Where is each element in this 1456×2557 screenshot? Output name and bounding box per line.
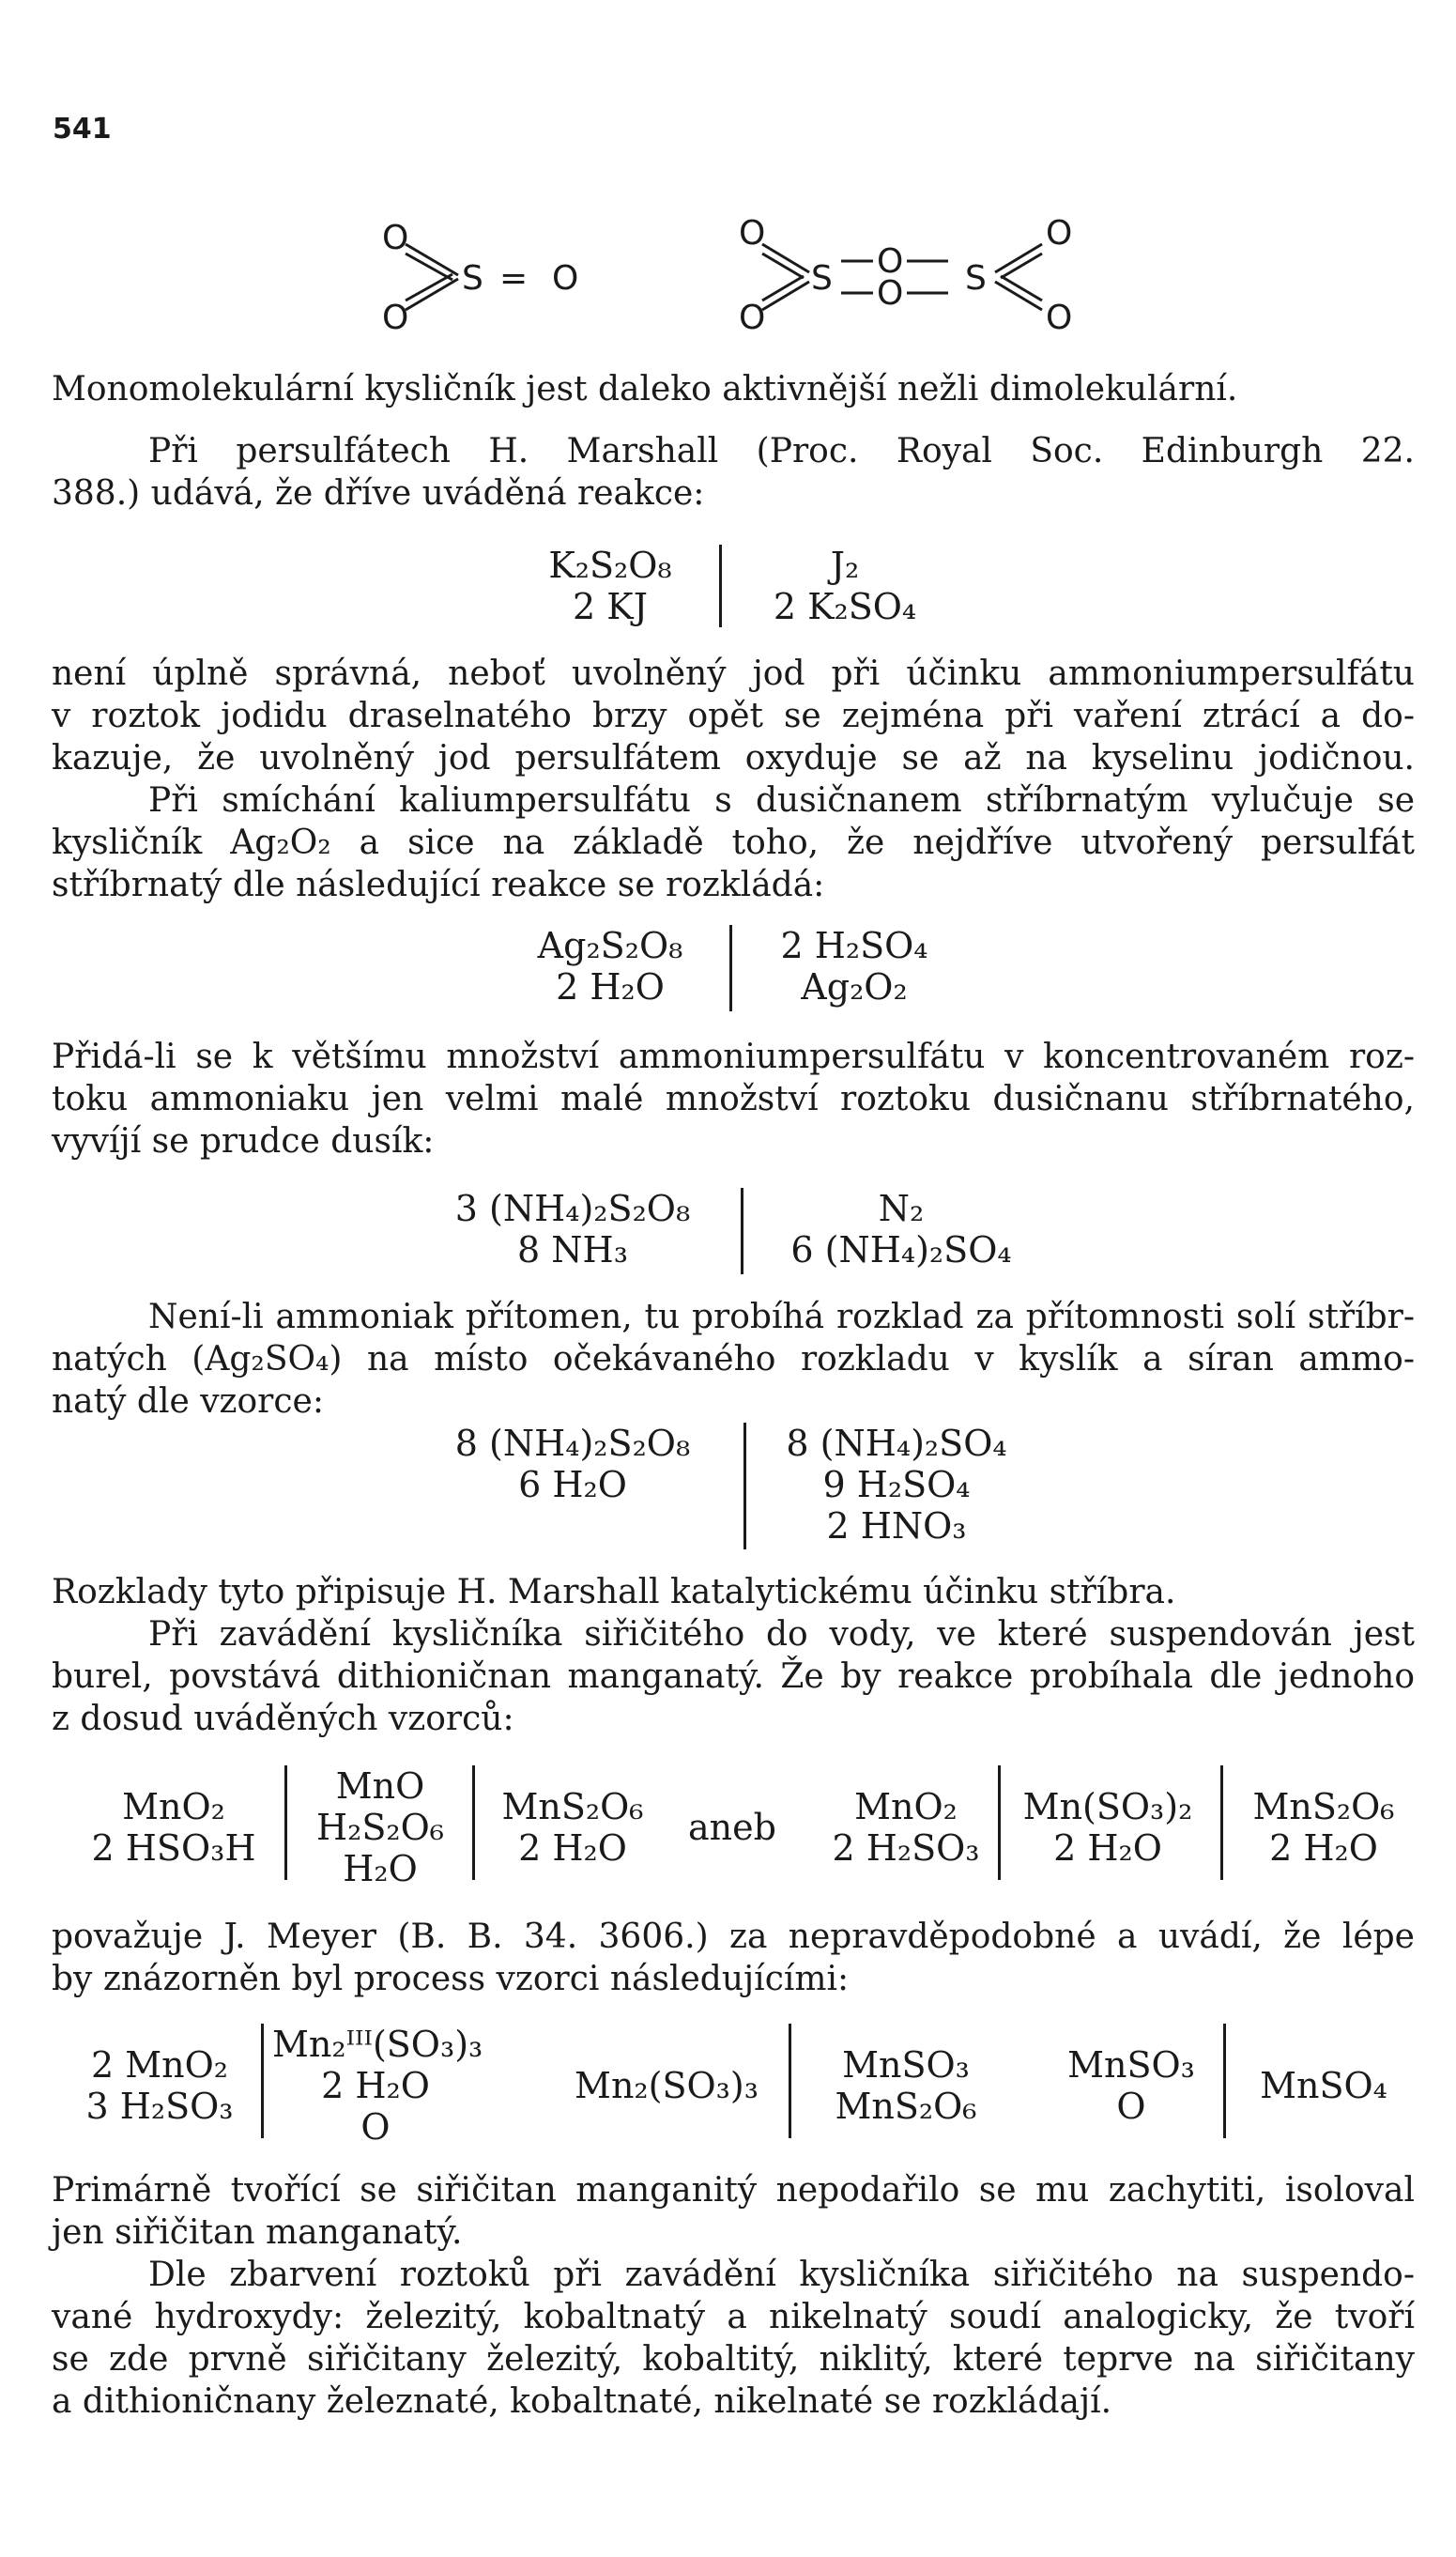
- formula: K₂S₂O₈: [548, 545, 672, 586]
- formula: MnO₂: [854, 1786, 958, 1827]
- reaction-6-col-f: [1234, 2065, 1413, 2106]
- mono-eq: =: [499, 259, 529, 298]
- formula: 6 (NH₄)₂SO₄: [790, 1229, 1012, 1271]
- formula: 2 H₂O: [1053, 1827, 1162, 1869]
- reaction-4-right: [770, 1423, 1023, 1547]
- formula: MnS₂O₆: [501, 1786, 644, 1827]
- paragraph-2: [52, 430, 1415, 515]
- reaction-6-col-c: [554, 2065, 779, 2106]
- formula: 2 H₂O: [321, 2065, 430, 2106]
- formula: MnSO₄: [1260, 2065, 1387, 2106]
- formula: 2 H₂O: [556, 966, 665, 1008]
- text-line: jen siřičitan manganatý.: [52, 2213, 463, 2252]
- reaction-divider: [261, 2024, 264, 2138]
- paragraph-3: [52, 653, 1415, 779]
- dimer-s-right: S: [965, 259, 987, 298]
- reaction-6-col-d: [803, 2044, 1009, 2127]
- reaction-divider: [741, 1188, 743, 1274]
- reaction-1: [0, 545, 1456, 639]
- reaction-divider: [789, 2024, 791, 2138]
- dimer-o-bottom-right: O: [1046, 299, 1073, 337]
- reaction-5-col-b: [296, 1765, 465, 1889]
- formula: H₂S₂O₆: [315, 1807, 445, 1848]
- formula: MnSO₃: [842, 2044, 970, 2086]
- formula: 2 H₂SO₃: [832, 1827, 980, 1869]
- formula: MnO: [335, 1765, 425, 1807]
- reaction-divider: [719, 545, 722, 627]
- reaction-6-col-e: [1042, 2044, 1220, 2127]
- text-line: Přidá-li se k většímu množství ammoniumpersulfátu v koncentrovaném roz-: [52, 1038, 1415, 1076]
- reaction-6-col-a: [75, 2044, 244, 2127]
- text-line: natých (Ag₂SO₄) na místo očekávaného rozkladu v kyslík a síran ammo-: [52, 1340, 1415, 1379]
- reaction-2: [0, 925, 1456, 1019]
- reaction-2-right: [751, 925, 958, 1008]
- formula: 3 H₂SO₃: [85, 2086, 234, 2127]
- text-line: natý dle vzorce:: [52, 1382, 324, 1421]
- text-line: z dosud uváděných vzorců:: [52, 1700, 514, 1738]
- reaction-5-col-a: [75, 1786, 272, 1869]
- text-line: není úplně správná, neboť uvolněný jod při účinku ammoniumpersulfátu: [52, 655, 1415, 693]
- reaction-divider: [998, 1765, 1001, 1880]
- formula: Mn₂(SO₃)₃: [575, 2065, 759, 2106]
- formula: 2 H₂SO₄: [780, 925, 928, 966]
- reaction-3-right: [770, 1188, 1033, 1271]
- text-line: Při persulfátech H. Marshall (Proc. Royal Soc. Edinburgh 22.: [148, 432, 1415, 470]
- formula: 2 HNO₃: [826, 1505, 967, 1547]
- text-line: toku ammoniaku jen velmi malé množství roztoku dusičnanu stříbrnatého,: [52, 1080, 1415, 1118]
- text-line: v roztok jodidu draselnatého brzy opět se zejména při vaření ztrácí a do-: [52, 697, 1415, 735]
- dimer-bridge-o-top: O: [877, 242, 904, 281]
- formula: MnSO₃: [1067, 2044, 1195, 2086]
- dimer-bridge-o-bottom: O: [877, 274, 904, 313]
- text-line: by znázorněn byl process vzorci následujícími:: [52, 1960, 850, 1998]
- text-line: kazuje, že uvolněný jod persulfátem oxyduje se až na kyselinu jodičnou.: [52, 739, 1415, 778]
- formula: 2 H₂O: [518, 1827, 627, 1869]
- reaction-1-left: [526, 545, 695, 627]
- text-line: se zde prvně siřičitany železitý, kobaltitý, niklitý, které teprve na siřičitany: [52, 2340, 1415, 2379]
- formula: J₂: [830, 545, 860, 586]
- text-line: vané hydroxydy: železitý, kobaltnatý a nikelnatý soudí analogicky, že tvoří: [52, 2298, 1415, 2336]
- text-line: Rozklady tyto připisuje H. Marshall katalytickému účinku stříbra.: [52, 1573, 1176, 1611]
- formula: O: [360, 2106, 391, 2148]
- formula: O: [1116, 2086, 1146, 2127]
- formula: 2 MnO₂: [90, 2044, 229, 2086]
- text-line: Při zavádění kysličníka siřičitého do vody, ve které suspendován jest: [148, 1615, 1415, 1654]
- reaction-6-col-b: [272, 2024, 483, 2148]
- formula: 2 HSO₃H: [91, 1827, 256, 1869]
- formula: MnS₂O₆: [1252, 1786, 1395, 1827]
- formula: Mn₂ᴵᴵᴵ(SO₃)₃: [272, 2024, 483, 2065]
- formula: 3 (NH₄)₂S₂O₈: [454, 1188, 691, 1229]
- mono-o-bottom: O: [382, 299, 409, 337]
- text-line: stříbrnatý dle následující reakce se rozkládá:: [52, 866, 825, 904]
- reaction-3: [0, 1188, 1456, 1282]
- formula: 8 (NH₄)₂S₂O₈: [454, 1423, 691, 1464]
- paragraph-10: [52, 2169, 1415, 2254]
- formula: MnO₂: [122, 1786, 225, 1827]
- reaction-5-col-c: [483, 1786, 662, 1869]
- reaction-5: [0, 1765, 1456, 1906]
- paragraph-5: [52, 1036, 1415, 1163]
- formula: Ag₂S₂O₈: [537, 925, 683, 966]
- text-line: považuje J. Meyer (B. B. 34. 3606.) za nepravděpodobné a uvádí, že lépe: [52, 1918, 1415, 1956]
- formula: 2 K₂SO₄: [773, 586, 917, 627]
- paragraph-9: [52, 1916, 1415, 2000]
- reaction-5-col-f: [1230, 1786, 1418, 1869]
- text-line: burel, povstává dithioničnan manganatý. Že by reakce probíhala dle jednoho: [52, 1657, 1415, 1696]
- reaction-divider: [1223, 2024, 1226, 2138]
- paragraph-1: [52, 368, 1415, 410]
- reaction-divider: [743, 1423, 746, 1549]
- reaction-4-left: [422, 1423, 723, 1505]
- reaction-6: [0, 2024, 1456, 2164]
- formula: 8 NH₃: [517, 1229, 628, 1271]
- paragraph-7: [52, 1571, 1415, 1613]
- text-line: Primárně tvořící se siřičitan manganitý nepodařilo se mu zachytiti, isoloval: [52, 2171, 1415, 2210]
- reaction-divider: [1220, 1765, 1223, 1880]
- reaction-3-left: [432, 1188, 713, 1271]
- mono-o-right: O: [552, 259, 579, 298]
- paragraph-11: [52, 2254, 1415, 2423]
- paragraph-4: [52, 779, 1415, 906]
- dimer-s-left: S: [811, 259, 833, 298]
- dimer-o-bottom-left: O: [739, 299, 766, 337]
- reaction-divider: [472, 1765, 475, 1880]
- paragraph-6: [52, 1296, 1415, 1423]
- dimer-o-top-left: O: [739, 214, 766, 253]
- reaction-divider: [284, 1765, 287, 1880]
- text-line: kysličník Ag₂O₂ a sice na základě toho, že nejdříve utvořený persulfát: [52, 824, 1415, 862]
- formula: 8 (NH₄)₂SO₄: [786, 1423, 1007, 1464]
- text-line: 388.) udává, že dříve uváděná reakce:: [52, 474, 705, 513]
- formula: Mn(SO₃)₂: [1022, 1786, 1193, 1827]
- text-line: vyvíjí se prudce dusík:: [52, 1122, 435, 1161]
- text-line: Není-li ammoniak přítomen, tu probíhá rozklad za přítomnosti solí stříbr-: [148, 1298, 1415, 1336]
- reaction-1-right: [751, 545, 939, 627]
- dimer-o-top-right: O: [1046, 214, 1073, 253]
- formula: 2 KJ: [573, 586, 648, 627]
- mono-s: S: [462, 259, 483, 298]
- formula: H₂O: [343, 1848, 418, 1889]
- formula: MnS₂O₆: [835, 2086, 977, 2127]
- formula: 6 H₂O: [518, 1464, 627, 1505]
- reaction-5-col-e: [1009, 1786, 1206, 1869]
- page-number: 541: [53, 113, 112, 146]
- reaction-2-left: [507, 925, 713, 1008]
- reaction-4: [0, 1423, 1456, 1554]
- mono-o-top: O: [382, 219, 409, 257]
- text-line: Při smíchání kaliumpersulfátu s dusičnanem stříbrnatým vylučuje se: [148, 781, 1415, 820]
- formula: 9 H₂SO₄: [822, 1464, 971, 1505]
- formula: Ag₂O₂: [801, 966, 908, 1008]
- formula: 2 H₂O: [1269, 1827, 1378, 1869]
- paragraph-8: [52, 1613, 1415, 1740]
- text-line: a dithioničnany železnaté, kobaltnaté, nikelnaté se rozkládají.: [52, 2382, 1112, 2421]
- reaction-5-aneb: [676, 1807, 789, 1848]
- conjunction: aneb: [688, 1807, 776, 1848]
- text-line: Dle zbarvení roztoků při zavádění kysličníka siřičitého na suspendo-: [148, 2256, 1415, 2294]
- formula: N₂: [878, 1188, 925, 1229]
- so2-monomer-structure: [406, 244, 458, 310]
- text-line: Monomolekulární kysličník jest daleko aktivnější nežli dimolekulární.: [52, 370, 1238, 408]
- reaction-divider: [729, 925, 732, 1011]
- reaction-5-col-d: [807, 1786, 1004, 1869]
